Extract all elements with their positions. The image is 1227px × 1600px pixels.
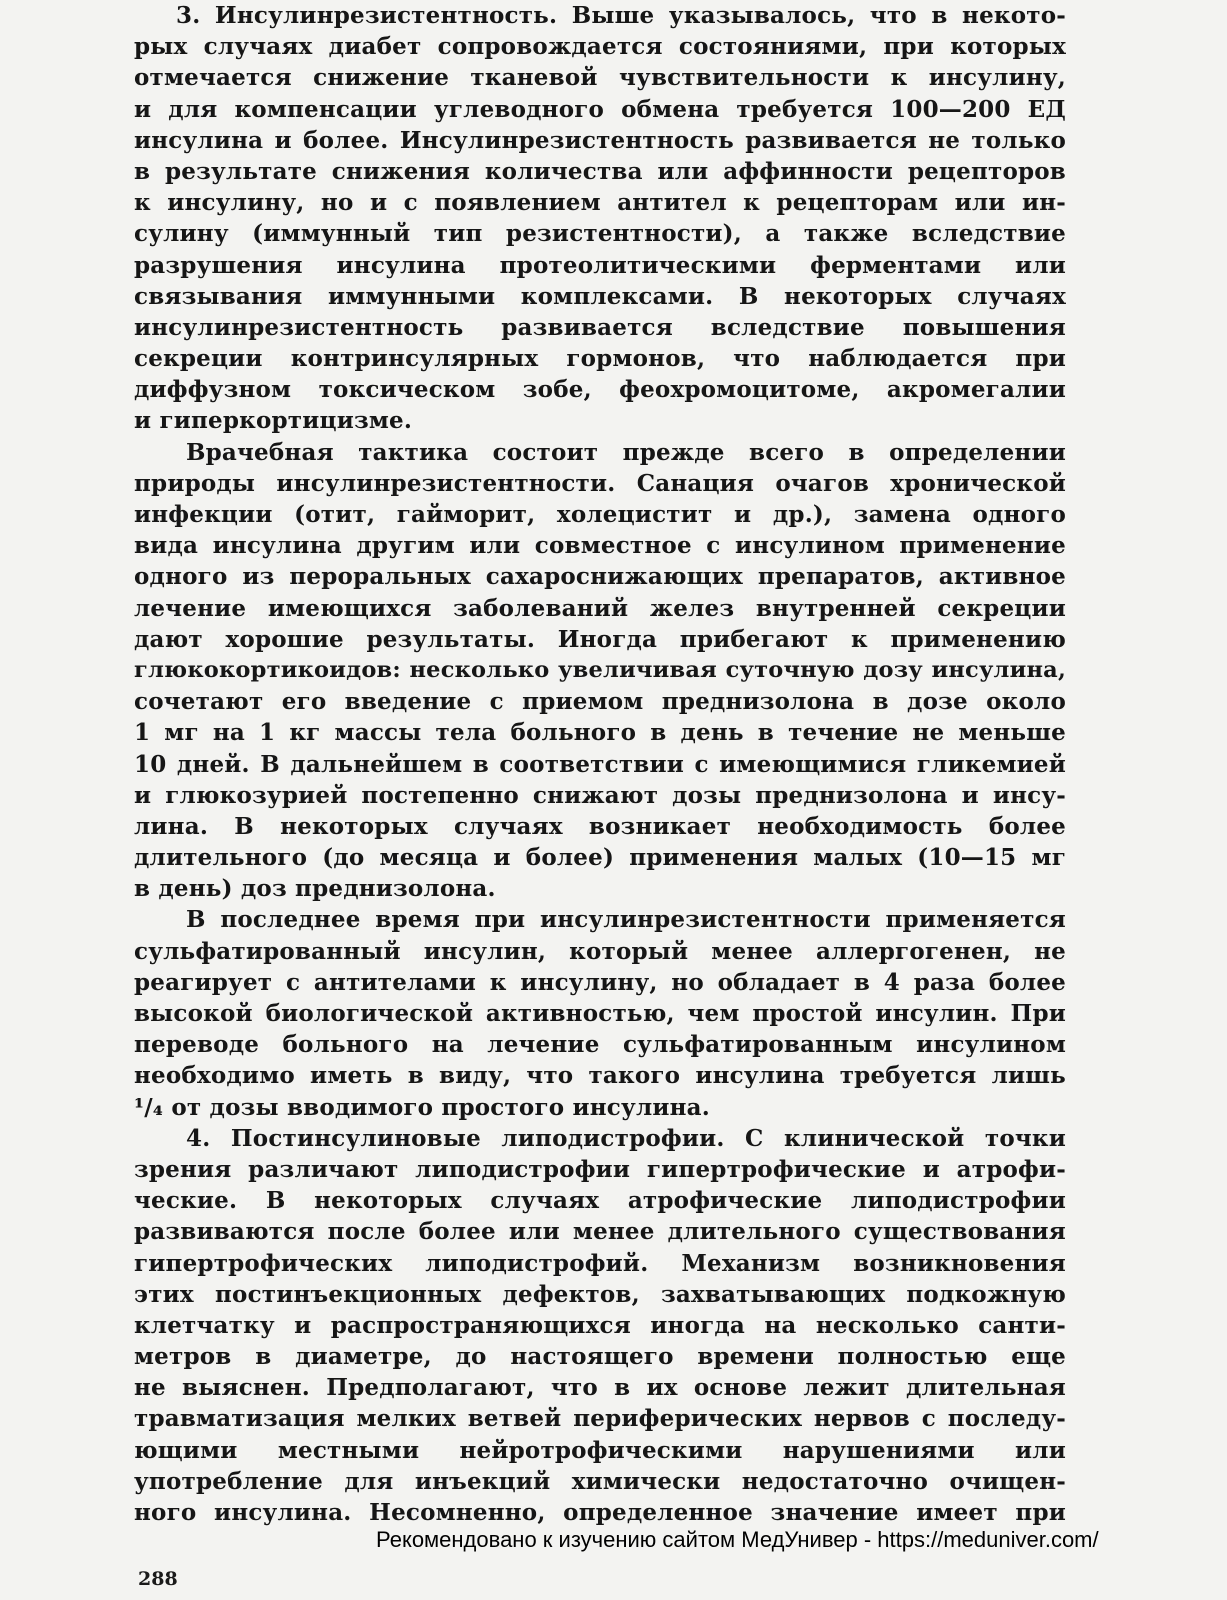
text-line: инсулинрезистентность развивается вследствие повышения — [134, 313, 1066, 341]
text-line: реагирует с антителами к инсулину, но обладает в 4 раза более — [134, 968, 1066, 996]
text-line: ¹/₄ от дозы вводимого простого инсулина. — [134, 1093, 710, 1121]
text-line: и для компенсации углеводного обмена требуется 100—200 ЕД — [134, 95, 1066, 123]
text-line: длительного (до месяца и более) применения малых (10—15 мг — [134, 844, 1066, 872]
text-line: лечение имеющихся заболеваний желез внутренней секреции — [134, 594, 1066, 622]
text-line: ющими местными нейротрофическими нарушениями или — [134, 1436, 1066, 1464]
text-line: переводе больного на лечение сульфатированным инсулином — [134, 1031, 1066, 1059]
text-line: и гиперкортицизме. — [134, 407, 413, 435]
text-line: и глюкозурией постепенно снижают дозы преднизолона и инсу- — [134, 781, 1066, 809]
text-line: дают хорошие результаты. Иногда прибегают к применению — [134, 625, 1066, 653]
text-line: не выяснен. Предполагают, что в их основе лежит длительная — [134, 1374, 1066, 1402]
text-line: отмечается снижение тканевой чувствительности к инсулину, — [134, 64, 1066, 92]
text-line: природы инсулинрезистентности. Санация очагов хронической — [134, 469, 1066, 497]
page-text-block — [134, 0, 1066, 1528]
text-line: связывания иммунными комплексами. В некоторых случаях — [134, 282, 1066, 310]
text-line: Врачебная тактика состоит прежде всего в определении — [186, 438, 1066, 466]
text-line: 1 мг на 1 кг массы тела больного в день в течение не меньше — [134, 719, 1066, 747]
text-line: инсулина и более. Инсулинрезистентность развивается не только — [134, 126, 1066, 154]
text-line: травматизация мелких ветвей периферических нервов с последу- — [134, 1405, 1066, 1433]
text-line: в день) доз преднизолона. — [134, 875, 496, 903]
text-line: 10 дней. В дальнейшем в соответствии с имеющимися гликемией — [134, 750, 1066, 778]
text-line: рых случаях диабет сопровождается состояниями, при которых — [134, 33, 1066, 61]
text-line: вида инсулина другим или совместное с инсулином применение — [134, 532, 1066, 560]
text-line: сочетают его введение с приемом преднизолона в дозе около — [134, 688, 1066, 716]
text-line: разрушения инсулина протеолитическими ферментами или — [134, 251, 1066, 279]
text-line: лина. В некоторых случаях возникает необходимость более — [134, 812, 1066, 840]
text-line: клетчатку и распространяющихся иногда на несколько санти- — [134, 1311, 1066, 1339]
text-line: сульфатированный инсулин, который менее аллергогенен, не — [134, 937, 1066, 965]
text-line: развиваются после более или менее длительного существования — [134, 1218, 1066, 1246]
text-line: в результате снижения количества или аффинности рецепторов — [134, 157, 1066, 185]
text-line: ческие. В некоторых случаях атрофические липодистрофии — [134, 1187, 1066, 1215]
text-line: гипертрофических липодистрофий. Механизм возникновения — [134, 1249, 1066, 1277]
text-line: глюкокортикоидов: несколько увеличивая суточную дозу инсулина, — [134, 656, 1066, 683]
text-line: 4. Постинсулиновые липодистрофии. С клинической точки — [186, 1124, 1066, 1152]
page-number: 288 — [138, 1568, 178, 1590]
text-line: диффузном токсическом зобе, феохромоцитоме, акромегалии — [134, 376, 1066, 404]
text-line: сулину (иммунный тип резистентности), а также вследствие — [134, 220, 1066, 248]
text-line: В последнее время при инсулинрезистентности применяется — [186, 906, 1066, 934]
text-line: метров в диаметре, до настоящего времени полностью еще — [134, 1343, 1066, 1371]
text-line: необходимо иметь в виду, что такого инсулина требуется лишь — [134, 1062, 1066, 1090]
text-line: 3. Инсулинрезистентность. Выше указывалось, что в некото- — [176, 2, 1066, 29]
text-line: зрения различают липодистрофии гипертрофические и атрофи- — [134, 1155, 1066, 1183]
text-line: ного инсулина. Несомненно, определенное значение имеет при — [134, 1499, 1066, 1526]
text-line: этих постинъекционных дефектов, захватывающих подкожную — [134, 1280, 1066, 1308]
text-line: секреции контринсулярных гормонов, что наблюдается при — [134, 345, 1066, 373]
text-line: инфекции (отит, гайморит, холецистит и др.), замена одного — [134, 501, 1066, 528]
text-line: одного из пероральных сахароснижающих препаратов, активное — [134, 563, 1066, 591]
text-line: употребление для инъекций химически недостаточно очищен- — [134, 1467, 1066, 1495]
text-line: высокой биологической активностью, чем простой инсулин. При — [134, 1000, 1066, 1027]
watermark-text: Рекомендовано к изучению сайтом МедУнивер - https://meduniver.com/ — [376, 1527, 1099, 1552]
text-line: к инсулину, но и с появлением антител к рецепторам или ин- — [134, 189, 1066, 217]
